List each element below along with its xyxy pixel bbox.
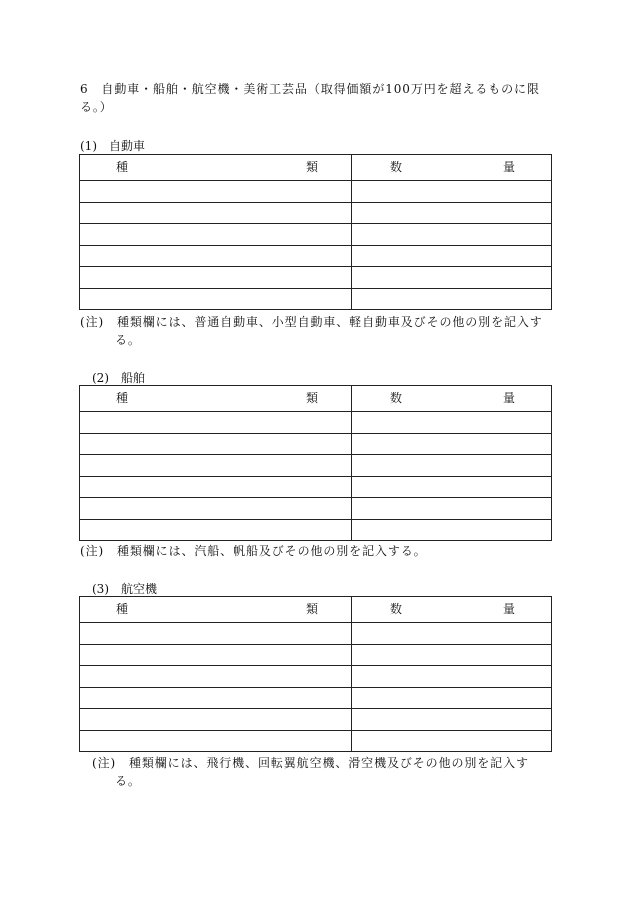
kind-cell[interactable] [80,730,352,752]
quantity-cell[interactable] [352,623,552,645]
kind-cell[interactable] [80,623,352,645]
kind-cell[interactable] [80,666,352,688]
kind-cell[interactable] [80,687,352,709]
kind-header-char-2: 類 [306,391,319,405]
table-row [80,687,552,709]
quantity-header-char-2: 量 [503,602,516,616]
kind-header-char-2: 類 [306,602,319,616]
section-label-aircraft: (3) 航空機 [92,582,157,596]
kind-cell[interactable] [80,498,352,520]
note-automobile-line-1: (注) 種類欄には、普通自動車、小型自動車、軽自動車及びその他の別を記入す [80,315,543,329]
quantity-cell[interactable] [352,687,552,709]
quantity-cell[interactable] [352,181,552,203]
quantity-header [352,155,552,181]
table-row [80,476,552,498]
aircraft-table [79,596,552,752]
kind-header-char-1: 種 [116,391,129,405]
heading-line-2: る。） [80,100,113,114]
table-row [80,623,552,645]
quantity-cell[interactable] [352,433,552,455]
quantity-cell[interactable] [352,245,552,267]
table-row [80,267,552,289]
table-row [80,433,552,455]
kind-cell[interactable] [80,476,352,498]
quantity-header-char-2: 量 [503,160,516,174]
table-row [80,666,552,688]
note-ship-line-1: (注) 種類欄には、汽船、帆船及びその他の別を記入する。 [80,544,427,558]
table-row [80,455,552,477]
section-label-ship: (2) 船舶 [92,371,145,385]
quantity-cell[interactable] [352,644,552,666]
note-aircraft-line-2: る。 [115,774,141,788]
kind-cell[interactable] [80,288,352,310]
kind-header [80,386,352,412]
kind-cell[interactable] [80,433,352,455]
kind-cell[interactable] [80,267,352,289]
heading-line-1: 6 自動車・船舶・航空機・美術工芸品（取得価額が100万円を超えるものに限 [80,82,540,96]
kind-header-char-2: 類 [306,160,319,174]
table-row [80,644,552,666]
table-row [80,245,552,267]
kind-header [80,155,352,181]
quantity-cell[interactable] [352,709,552,731]
note-automobile-line-2: る。 [115,333,141,347]
table-header-row [80,597,552,623]
quantity-cell[interactable] [352,666,552,688]
table-row [80,202,552,224]
table-header-row [80,386,552,412]
quantity-cell[interactable] [352,476,552,498]
ship-table [79,385,552,541]
table-row [80,412,552,434]
table-row [80,709,552,731]
quantity-cell[interactable] [352,455,552,477]
kind-cell[interactable] [80,412,352,434]
kind-cell[interactable] [80,202,352,224]
quantity-cell[interactable] [352,498,552,520]
table-row [80,498,552,520]
quantity-cell[interactable] [352,224,552,246]
quantity-cell[interactable] [352,519,552,541]
quantity-cell[interactable] [352,202,552,224]
table-row [80,181,552,203]
kind-cell[interactable] [80,519,352,541]
kind-cell[interactable] [80,644,352,666]
section-label-automobile: (1) 自動車 [80,139,145,153]
kind-header [80,597,352,623]
quantity-header-char-1: 数 [390,160,403,174]
automobile-table [79,154,552,310]
quantity-cell[interactable] [352,730,552,752]
table-row [80,288,552,310]
quantity-header-char-1: 数 [390,602,403,616]
quantity-header-char-1: 数 [390,391,403,405]
kind-cell[interactable] [80,455,352,477]
kind-cell[interactable] [80,224,352,246]
kind-header-char-1: 種 [116,602,129,616]
quantity-cell[interactable] [352,288,552,310]
kind-cell[interactable] [80,245,352,267]
kind-cell[interactable] [80,709,352,731]
quantity-header [352,597,552,623]
table-header-row [80,155,552,181]
table-row [80,519,552,541]
kind-cell[interactable] [80,181,352,203]
note-aircraft-line-1: (注) 種類欄には、飛行機、回転翼航空機、滑空機及びその他の別を記入す [92,756,529,770]
table-row [80,730,552,752]
table-row [80,224,552,246]
kind-header-char-1: 種 [116,160,129,174]
quantity-header-char-2: 量 [503,391,516,405]
quantity-cell[interactable] [352,267,552,289]
quantity-cell[interactable] [352,412,552,434]
quantity-header [352,386,552,412]
